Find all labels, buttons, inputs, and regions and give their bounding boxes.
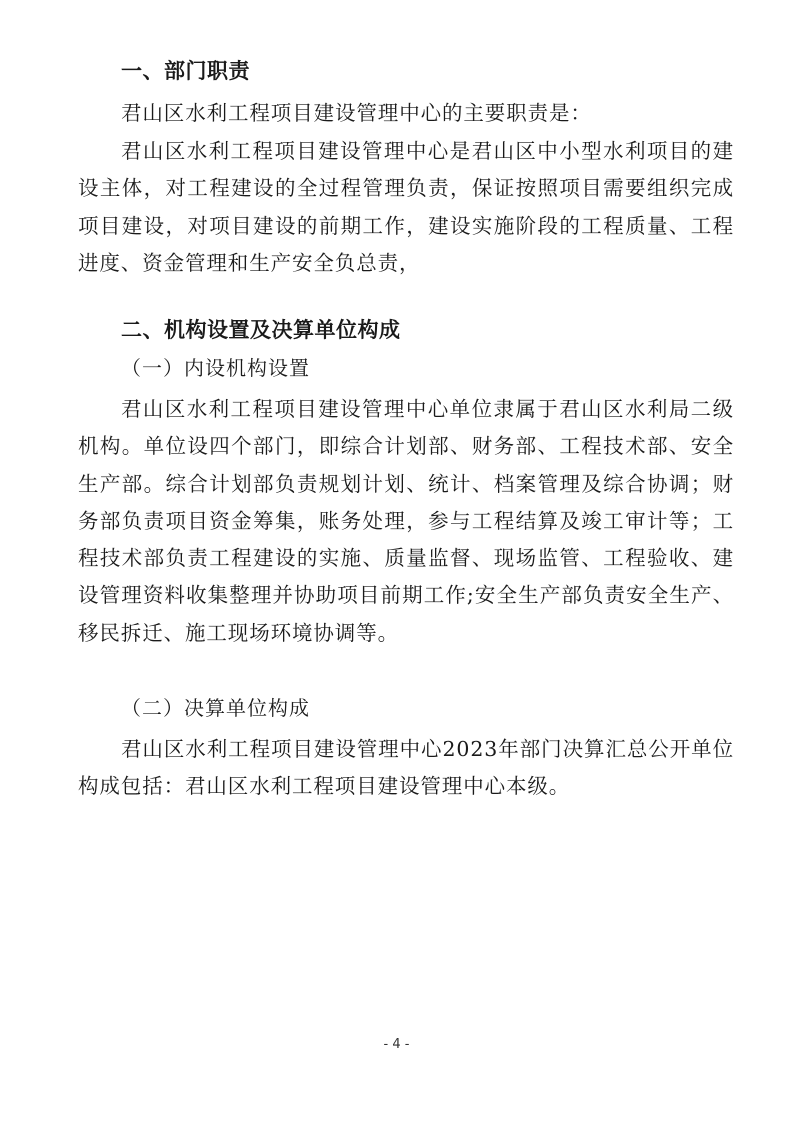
paragraph-internal-structure: 君山区水利工程项目建设管理中心单位隶属于君山区水利局二级机构。单位设四个部门，即综合计划部、财务部、工程技术部、安全生产部。综合计划部负责规划计划、统计、档案管理及综合协调；财务部负责项目资金筹集，账务处理，参与工程结算及竣工审计等；工程技术部负责工程建设的实施、质量监督、现场监管、工程验收、建设管理资料收集整理并协助项目前期工作;安全生产部负责安全生产、移民拆迁、施工现场环境协调等。 [78, 397, 734, 645]
subheading-internal-structure: （一）内设机构设置 [121, 356, 310, 380]
paragraph-accounting-units: 君山区水利工程项目建设管理中心2023年部门决算汇总公开单位构成包括：君山区水利工程项目建设管理中心本级。 [78, 737, 734, 799]
section-heading-organization: 二、机构设置及决算单位构成 [121, 318, 401, 342]
section-heading-duties: 一、部门职责 [121, 59, 250, 83]
paragraph-duties-body: 君山区水利工程项目建设管理中心是君山区中小型水利项目的建设主体，对工程建设的全过程管理负责，保证按照项目需要组织完成项目建设，对项目建设的前期工作，建设实施阶段的工程质量、工程进度、资金管理和生产安全负总责， [78, 139, 734, 275]
subheading-accounting-units: （二）决算单位构成 [121, 696, 310, 720]
paragraph-duties-intro: 君山区水利工程项目建设管理中心的主要职责是： [121, 101, 592, 125]
page-number: - 4 - [383, 1037, 410, 1052]
